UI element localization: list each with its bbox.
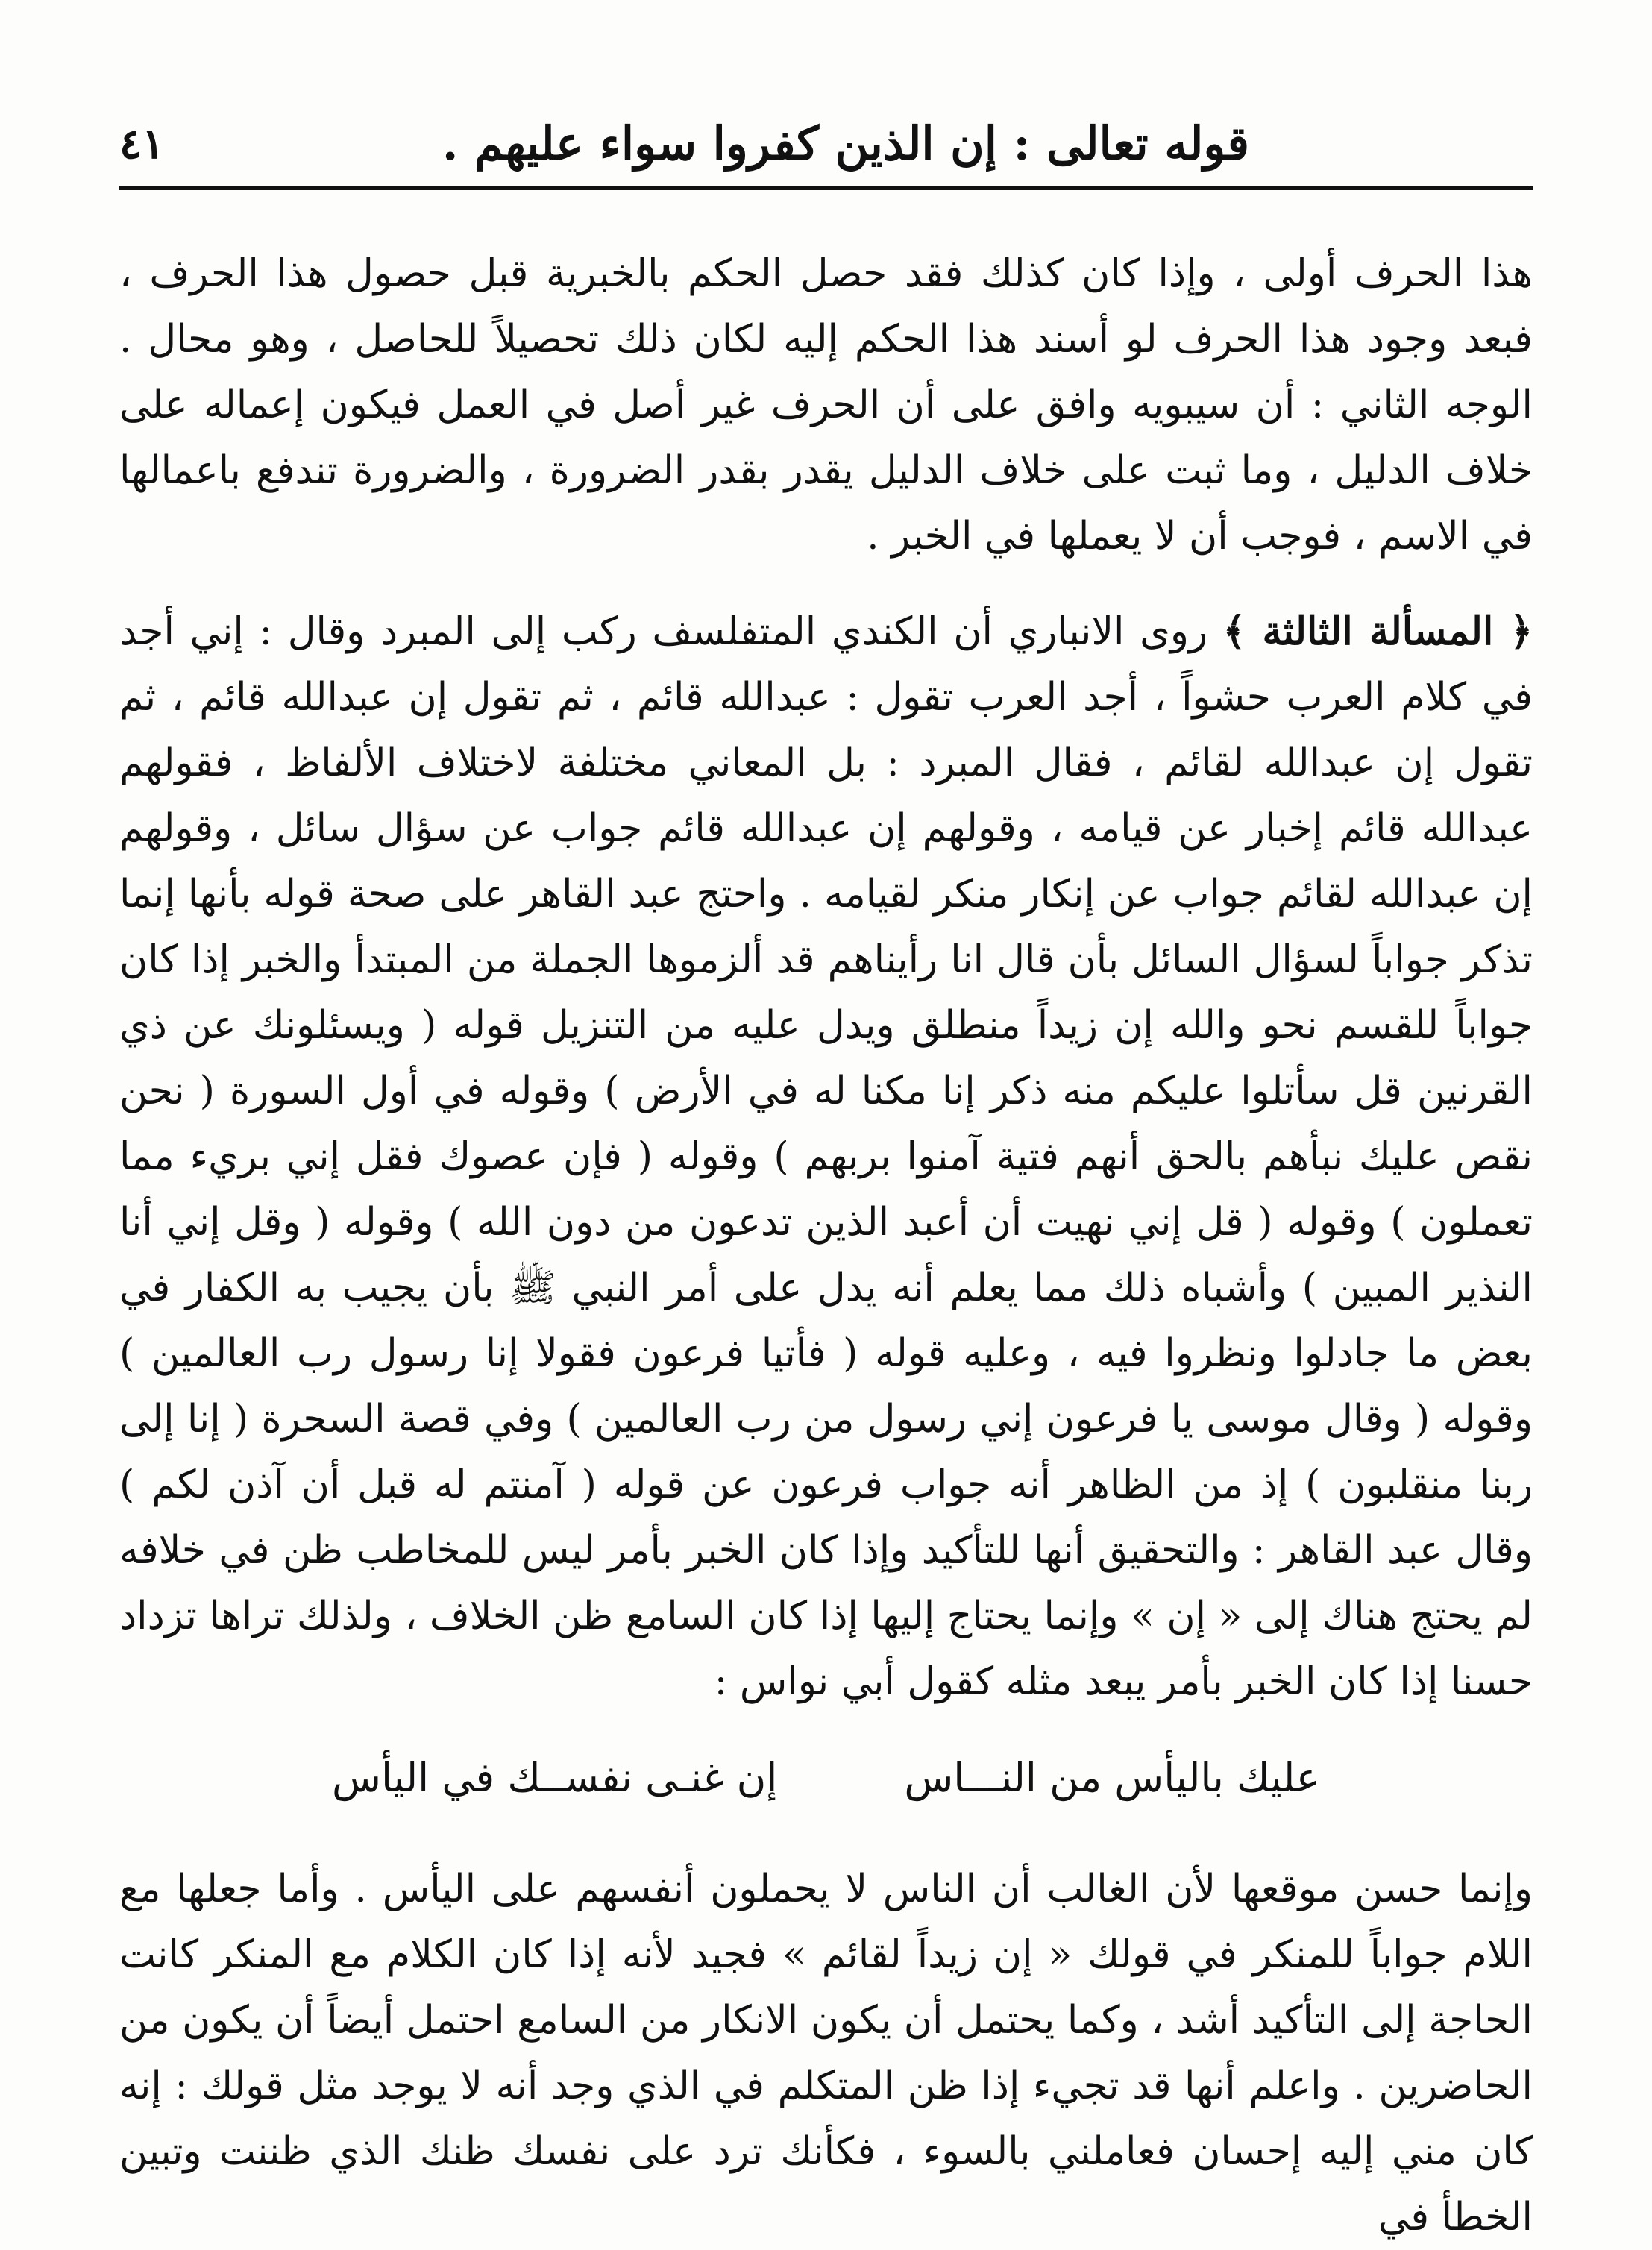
paragraph-text: وإنما حسن موقعها لأن الغالب أن الناس لا يحملون أنفسهم على اليأس . وأما جعلها مع اللام جواباً للمنكر في قولك « إن زيداً لقائم » فجيد لأنه إذا كان الكلام مع المنكر كانت الحاجة إلى التأكيد أشد ، وكما يحتمل أن يكون الانكار من السامع احتمل أيضاً أن يكون من الحاضرين . واعلم أنها قد تجيء إذا ظن المتكلم في الذي وجد أنه لا يوجد مثل قولك : إنه كان مني إليه إحسان فعاملني بالسوء ، فكأنك ترد على نفسك ظنك الذي ظننت وتبين الخطأ في bbox=[119, 1867, 1533, 2240]
verse-first-hemistich: عليك باليأس من النـــاس bbox=[904, 1754, 1320, 1801]
poetry-verse bbox=[119, 1744, 1533, 1811]
page-body bbox=[89, 241, 1563, 2250]
paragraph-text: روى الانباري أن الكندي المتفلسف ركب إلى المبرد وقال : إني أجد في كلام العرب حشواً ، أجد العرب تقول : عبدالله قائم ، ثم تقول إن عبدالله قائم ، ثم تقول إن عبدالله لقائم ، فقال المبرد : بل المعاني مختلفة لاختلاف الألفاظ ، فقولهم عبدالله قائم إخبار عن قيامه ، وقولهم إن عبدالله قائم جواب عن سؤال سائل ، وقولهم إن عبدالله لقائم جواب عن إنكار منكر لقيامه . واحتج عبد القاهر على صحة قوله بأنها إنما تذكر جواباً لسؤال السائل بأن قال انا رأيناهم قد ألزموها الجملة من المبتدأ والخبر إذا كان جواباً للقسم نحو والله إن زيداً منطلق ويدل عليه من التنزيل قوله ( ويسئلونك عن ذي القرنين قل سأتلوا عليكم منه ذكر إنا مكنا له في الأرض ) وقوله في أول السورة ( نحن نقص عليك نبأهم بالحق أنهم فتية آمنوا بربهم ) وقوله ( فإن عصوك فقل إني بريء مما تعملون ) وقوله ( قل إني نهيت أن أعبد الذين تدعون من دون الله ) وقوله ( وقل إني أنا النذير المبين ) وأشباه ذلك مما يعلم أنه يدل على أمر النبي ﷺ بأن يجيب به الكفار في بعض ما جادلوا ونظروا فيه ، وعليه قوله ( فأتيا فرعون فقولا إنا رسول رب العالمين ) وقوله ( وقال موسى يا فرعون إني رسول من رب العالمين ) وفي قصة السحرة ( إنا إلى ربنا منقلبون ) إذ من الظاهر أنه جواب فرعون عن قوله ( آمنتم له قبل أن آذن لكم ) وقال عبد القاهر : والتحقيق أنها للتأكيد وإذا كان الخبر بأمر ليس للمخاطب ظن في خلافه لم يحتج هناك إلى « إن » وإنما يحتاج إليها إذا كان السامع ظن الخلاف ، ولذلك تراها تزداد حسنا إذا كان الخبر بأمر يبعد مثله كقول أبي نواس : bbox=[119, 609, 1533, 1704]
verse-second-hemistich: إن غنـى نفســك في اليأس bbox=[332, 1754, 778, 1801]
paragraph-2 bbox=[119, 599, 1533, 1715]
section-heading: ﴿ المسألة الثالثة ﴾ bbox=[1222, 609, 1533, 654]
paragraph-3 bbox=[119, 1856, 1533, 2250]
paragraph-text: هذا الحرف أولى ، وإذا كان كذلك فقد حصل الحكم بالخبرية قبل حصول هذا الحرف ، فبعد وجود هذا الحرف لو أسند هذا الحكم إليه لكان ذلك تحصيلاً للحاصل ، وهو محال . الوجه الثاني : أن سيبويه وافق على أن الحرف غير أصل في العمل فيكون إعماله على خلاف الدليل ، وما ثبت على خلاف الدليل يقدر بقدر الضرورة ، والضرورة تندفع باعمالها في الاسم ، فوجب أن لا يعملها في الخبر . bbox=[119, 251, 1533, 559]
paragraph-1 bbox=[119, 241, 1533, 569]
page-number: ٤١ bbox=[119, 119, 165, 169]
page-header bbox=[119, 112, 1533, 190]
running-title: قوله تعالى : إن الذين كفروا سواء عليهم . bbox=[442, 116, 1249, 171]
